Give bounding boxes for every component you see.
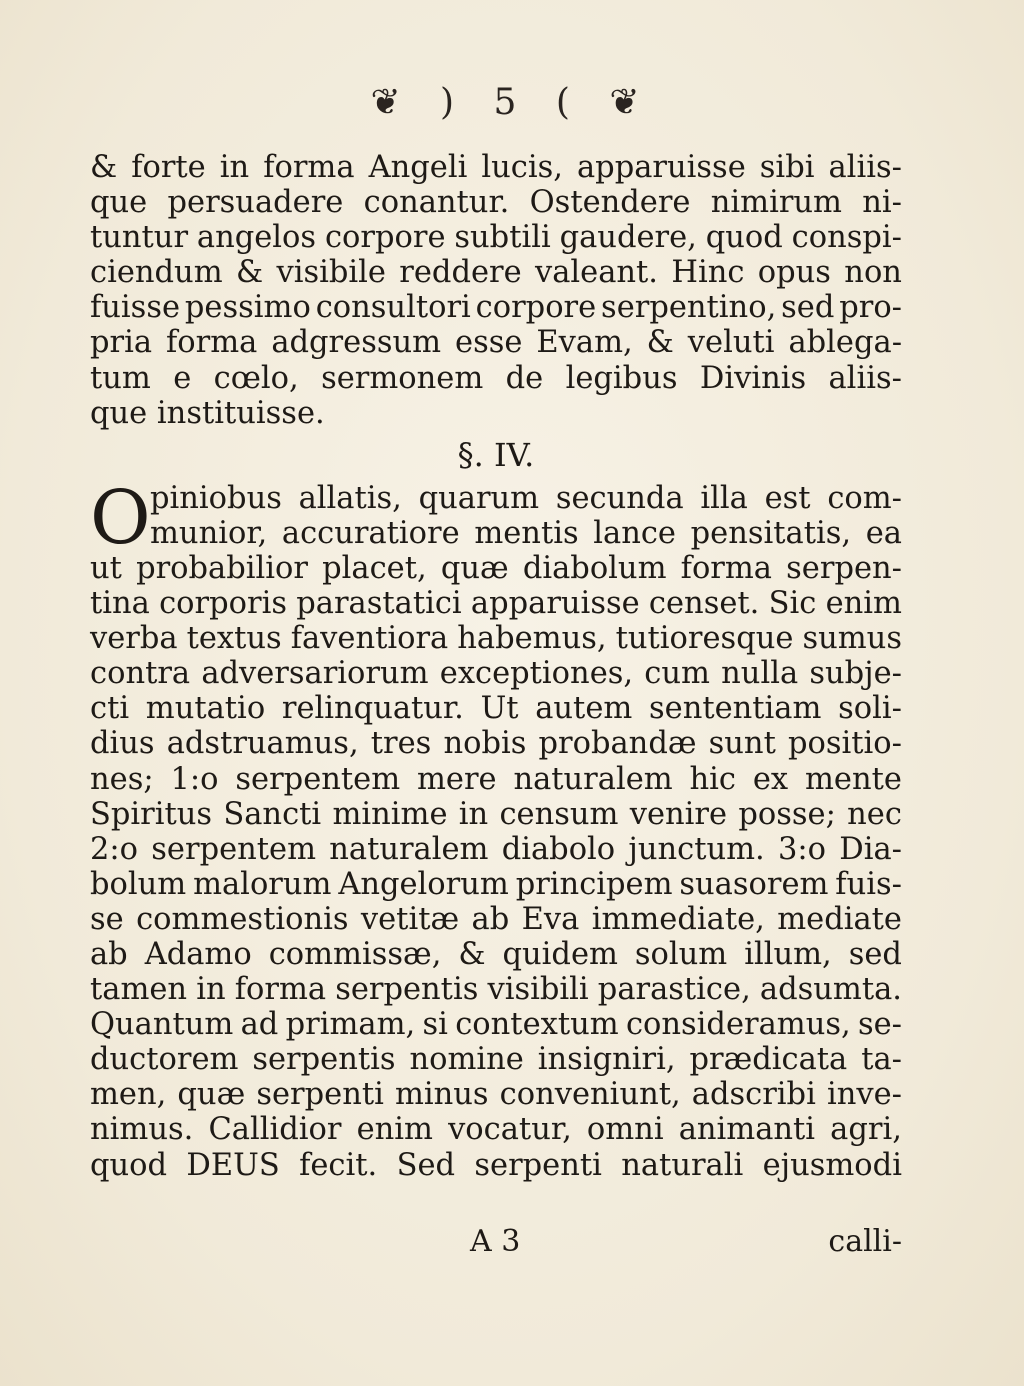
text-line: piniobus allatis, quarum secunda illa est com- [150, 480, 902, 516]
text-line: tina corporis parastatici apparuisse censet. Sic enim [90, 586, 902, 622]
text-line: ciendum & visibile reddere valeant. Hinc opus non [90, 255, 902, 291]
text-line: ductorem serpentis nomine insigniri, prædicata ta- [90, 1042, 902, 1078]
page-footer [90, 1222, 902, 1262]
paragraph-2-wrap [90, 474, 902, 1183]
paragraph-1 [90, 150, 902, 431]
body-text [90, 150, 902, 1183]
text-line: cti mutatio relinquatur. Ut autem sententiam soli- [90, 691, 902, 727]
text-line: Quantum ad primam, si contextum consideramus, se- [90, 1007, 902, 1043]
text-line: quod DEUS fecit. Sed serpenti naturali ejusmodi [90, 1147, 902, 1183]
catchword: calli- [828, 1224, 902, 1259]
text-line: fuisse pessimo consultori corpore serpentino, sed pro- [90, 290, 902, 326]
text-line: pria forma adgressum esse Evam, & veluti ablega- [90, 325, 902, 361]
text-line: verba textus faventiora habemus, tutioresque sumus [90, 621, 902, 657]
text-line: ab Adamo commissæ, & quidem solum illum, sed [90, 936, 902, 972]
text-line: tum e cœlo, sermonem de legibus Divinis aliis- [90, 360, 902, 396]
text-line: & forte in forma Angeli lucis, apparuisse sibi aliis- [90, 150, 902, 185]
text-line: ut probabilior placet, quæ diabolum forma serpen- [90, 550, 902, 586]
text-line: que persuadere conantur. Ostendere nimirum ni- [90, 185, 902, 221]
text-line: se commestionis vetitæ ab Eva immediate, mediate [90, 901, 902, 937]
text-line: men, quæ serpenti minus conveniunt, adscribi inve- [90, 1077, 902, 1113]
text-line: dius adstruamus, tres nobis probandæ sunt positio- [90, 726, 902, 762]
text-line: que instituisse. [90, 395, 325, 431]
section-heading: §. IV. [457, 435, 535, 474]
text-line: 2:o serpentem naturalem diabolo junctum. 3:o Dia- [90, 831, 902, 867]
drop-cap: O [90, 474, 151, 561]
text-line: bolum malorum Angelorum principem suasorem fuis- [90, 866, 902, 902]
signature-mark: A 3 [470, 1224, 521, 1259]
text-line: tamen in forma serpentis visibili parastice, adsumta. [90, 972, 902, 1008]
text-line: nimus. Callidior enim vocatur, omni animanti agri, [90, 1112, 902, 1148]
paragraph-2 [90, 474, 902, 1183]
text-line: munior, accuratiore mentis lance pensitatis, ea [150, 515, 902, 551]
text-line: nes; 1:o serpentem mere naturalem hic ex mente [90, 761, 902, 797]
text-line: tuntur angelos corpore subtili gaudere, quod conspi- [90, 220, 902, 256]
text-line: Spiritus Sancti minime in censum venire posse; nec [90, 796, 902, 832]
page-header: ❦ ) 5 ( ❦ [370, 82, 654, 123]
text-line: contra adversariorum exceptiones, cum nulla subje- [90, 656, 902, 692]
